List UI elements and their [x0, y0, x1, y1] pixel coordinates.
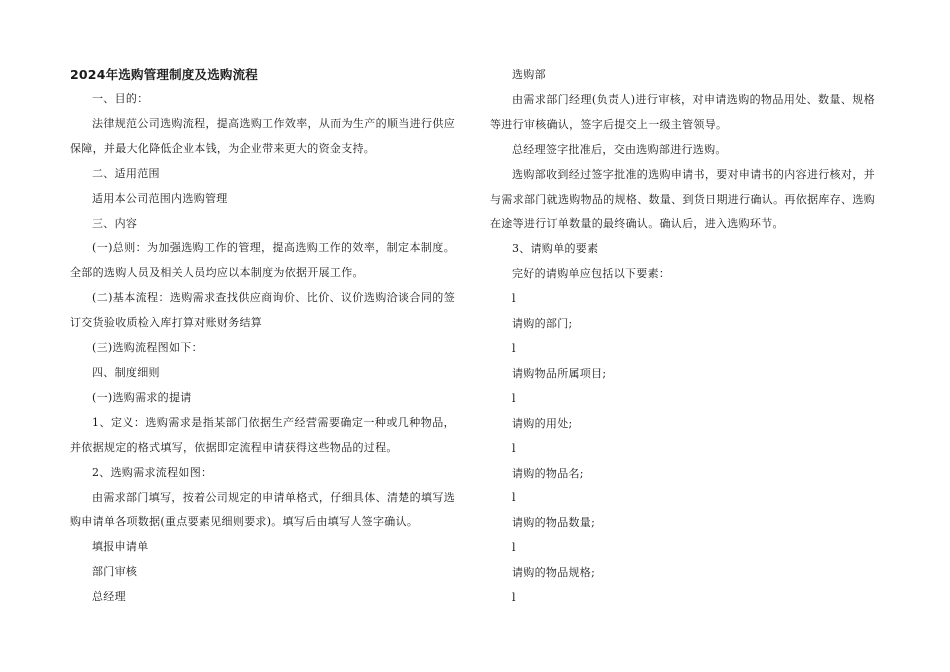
bullet-marker: l	[512, 391, 516, 405]
paragraph: 总经理签字批准后，交由选购部进行选购。	[512, 142, 727, 156]
paragraph: 由需求部门经理(负责人)进行审核，对申请选购的物品用处、数量、规格等进行审核确认，签字后提交上一级主管领导。	[490, 92, 875, 131]
right-column	[490, 63, 875, 611]
paragraph: (一)总则：为加强选购工作的管理，提高选购工作的效率，制定本制度。全部的选购人员及相关人员均应以本制度为依据开展工作。	[70, 241, 455, 280]
paragraph: (一)选购需求的提请	[92, 390, 192, 404]
paragraph: 3、请购单的要素	[512, 242, 599, 256]
paragraph: 三、内容	[92, 216, 138, 230]
paragraph: 适用本公司范围内选购管理	[92, 191, 228, 205]
left-column	[70, 63, 455, 610]
paragraph: 法律规范公司选购流程，提高选购工作效率，从而为生产的顺当进行供应保障，并最大化降低企业本钱，为企业带来更大的资金支持。	[70, 116, 455, 155]
paragraph: 2、选购需求流程如图：	[92, 465, 213, 479]
list-item: 请购的物品规格;	[512, 566, 596, 580]
paragraph: 1、定义：选购需求是指某部门依据生产经营需要确定一种或几种物品，并依据规定的格式填写，依据即定流程申请获得这些物品的过程。	[70, 415, 455, 454]
document-title: 2024年选购管理制度及选购流程	[70, 67, 258, 82]
flowchart-step: 部门审核	[92, 565, 138, 579]
paragraph: 一、目的：	[92, 92, 149, 105]
flowchart-step: 总经理	[92, 590, 126, 604]
list-item: 请购的物品数量;	[512, 516, 596, 530]
paragraph: 由需求部门填写，按着公司规定的申请单格式，仔细具体、清楚的填写选购申请单各项数据(重点要素见细则要求)。填写后由填写人签字确认。	[70, 490, 455, 529]
bullet-marker: l	[512, 491, 516, 505]
flowchart-step: 选购部	[512, 68, 546, 81]
bullet-marker: l	[512, 441, 516, 455]
list-item: 请购物品所属项目;	[512, 366, 607, 380]
list-item: 请购的物品名;	[512, 466, 584, 480]
paragraph: 四、制度细则	[92, 365, 160, 379]
list-item: 请购的用处;	[512, 416, 573, 430]
bullet-marker: l	[512, 341, 516, 355]
paragraph: 选购部收到经过签字批准的选购申请书，要对申请书的内容进行核对，并与需求部门就选购物品的规格、数量、到货日期进行确认。再依据库存、选购在途等进行订单数量的最终确认。确认后，进入选购环节。	[490, 167, 875, 231]
flowchart-step: 填报申请单	[92, 540, 149, 554]
bullet-marker: l	[512, 292, 516, 306]
paragraph: (二)基本流程：选购需求查找供应商询价、比价、议价选购洽谈合同的签订交货验收质检入库打算对账财务结算	[70, 291, 455, 330]
list-item: 请购的部门;	[512, 317, 573, 331]
bullet-marker: l	[512, 591, 516, 605]
bullet-marker: l	[512, 541, 516, 555]
paragraph: 二、适用范围	[92, 166, 160, 180]
paragraph: (三)选购流程图如下：	[92, 341, 203, 355]
paragraph: 完好的请购单应包括以下要素：	[512, 267, 671, 281]
